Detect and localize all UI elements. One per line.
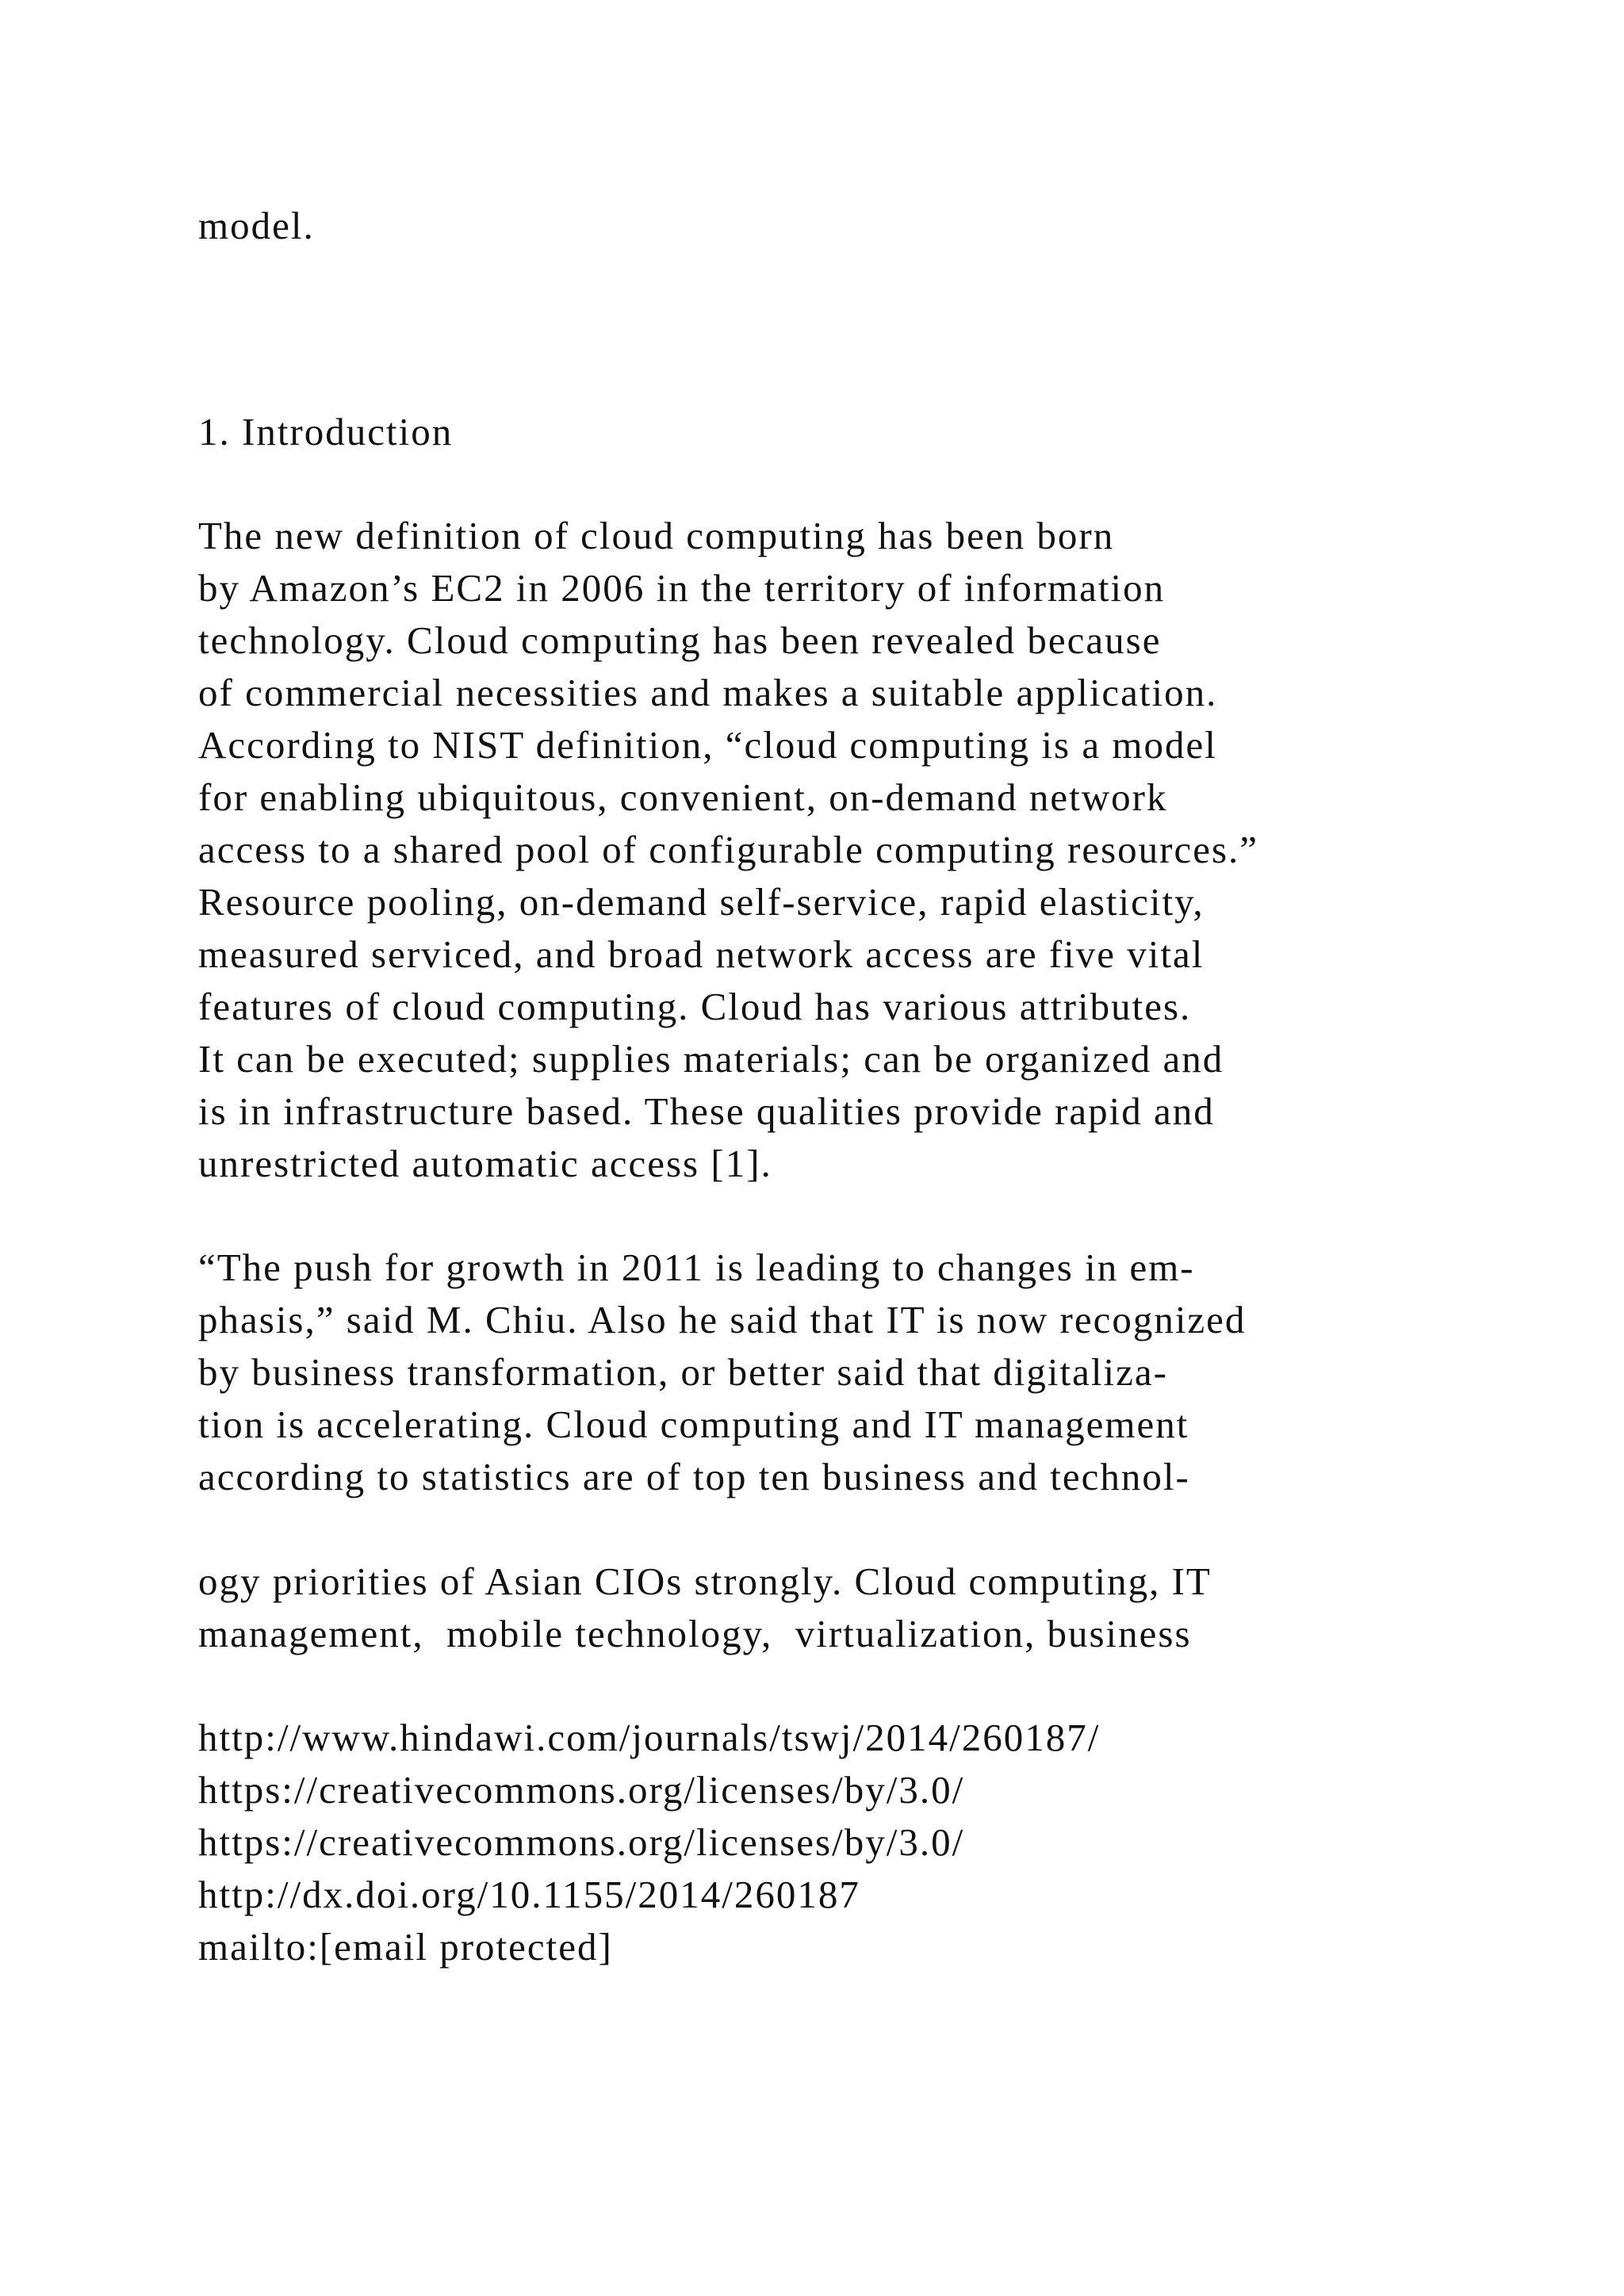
paragraph-line: According to NIST definition, “cloud computing is a model: [198, 723, 1217, 767]
link-doi-url: http://dx.doi.org/10.1155/2014/260187: [198, 1873, 860, 1916]
paragraph-line: It can be executed; supplies materials; can be organized and: [198, 1037, 1224, 1081]
paragraph-line: by Amazon’s EC2 in 2006 in the territory of information: [198, 566, 1166, 610]
section-heading: 1. Introduction: [198, 410, 454, 453]
paragraph-line: unrestricted automatic access [1].: [198, 1142, 772, 1185]
paragraph-line: access to a shared pool of configurable computing resources.”: [198, 828, 1259, 871]
link-mailto: mailto:[email protected]: [198, 1925, 613, 1969]
paragraph-line: for enabling ubiquitous, convenient, on-demand network: [198, 775, 1168, 819]
paragraph-line: measured serviced, and broad network access are five vital: [198, 932, 1205, 976]
paragraph-line: Resource pooling, on-demand self-service, rapid elasticity,: [198, 880, 1205, 924]
link-license-url: https://creativecommons.org/licenses/by/3.0/: [198, 1768, 965, 1812]
link-license-url: https://creativecommons.org/licenses/by/3.0/: [198, 1820, 965, 1864]
paragraph-line: by business transformation, or better said that digitaliza-: [198, 1350, 1168, 1394]
paragraph-line: features of cloud computing. Cloud has various attributes.: [198, 985, 1192, 1028]
paragraph-line: tion is accelerating. Cloud computing and IT management: [198, 1402, 1189, 1446]
paragraph-line: according to statistics are of top ten business and technol-: [198, 1455, 1190, 1498]
paragraph-line: technology. Cloud computing has been revealed because: [198, 618, 1162, 662]
link-journal-url: http://www.hindawi.com/journals/tswj/2014/260187/: [198, 1716, 1101, 1759]
paragraph-line: The new definition of cloud computing has been born: [198, 514, 1115, 557]
paragraph-line: “The push for growth in 2011 is leading to changes in em-: [198, 1246, 1195, 1289]
paragraph-line: of commercial necessities and makes a suitable application.: [198, 671, 1218, 714]
paragraph-line: ogy priorities of Asian CIOs strongly. Cloud computing, IT: [198, 1559, 1212, 1603]
paragraph-line: management, mobile technology, virtualization, business: [198, 1612, 1192, 1655]
paragraph-line: is in infrastructure based. These qualities provide rapid and: [198, 1089, 1215, 1133]
paragraph-line: phasis,” said M. Chiu. Also he said that IT is now recognized: [198, 1298, 1247, 1341]
continuation-text: model.: [198, 204, 315, 247]
